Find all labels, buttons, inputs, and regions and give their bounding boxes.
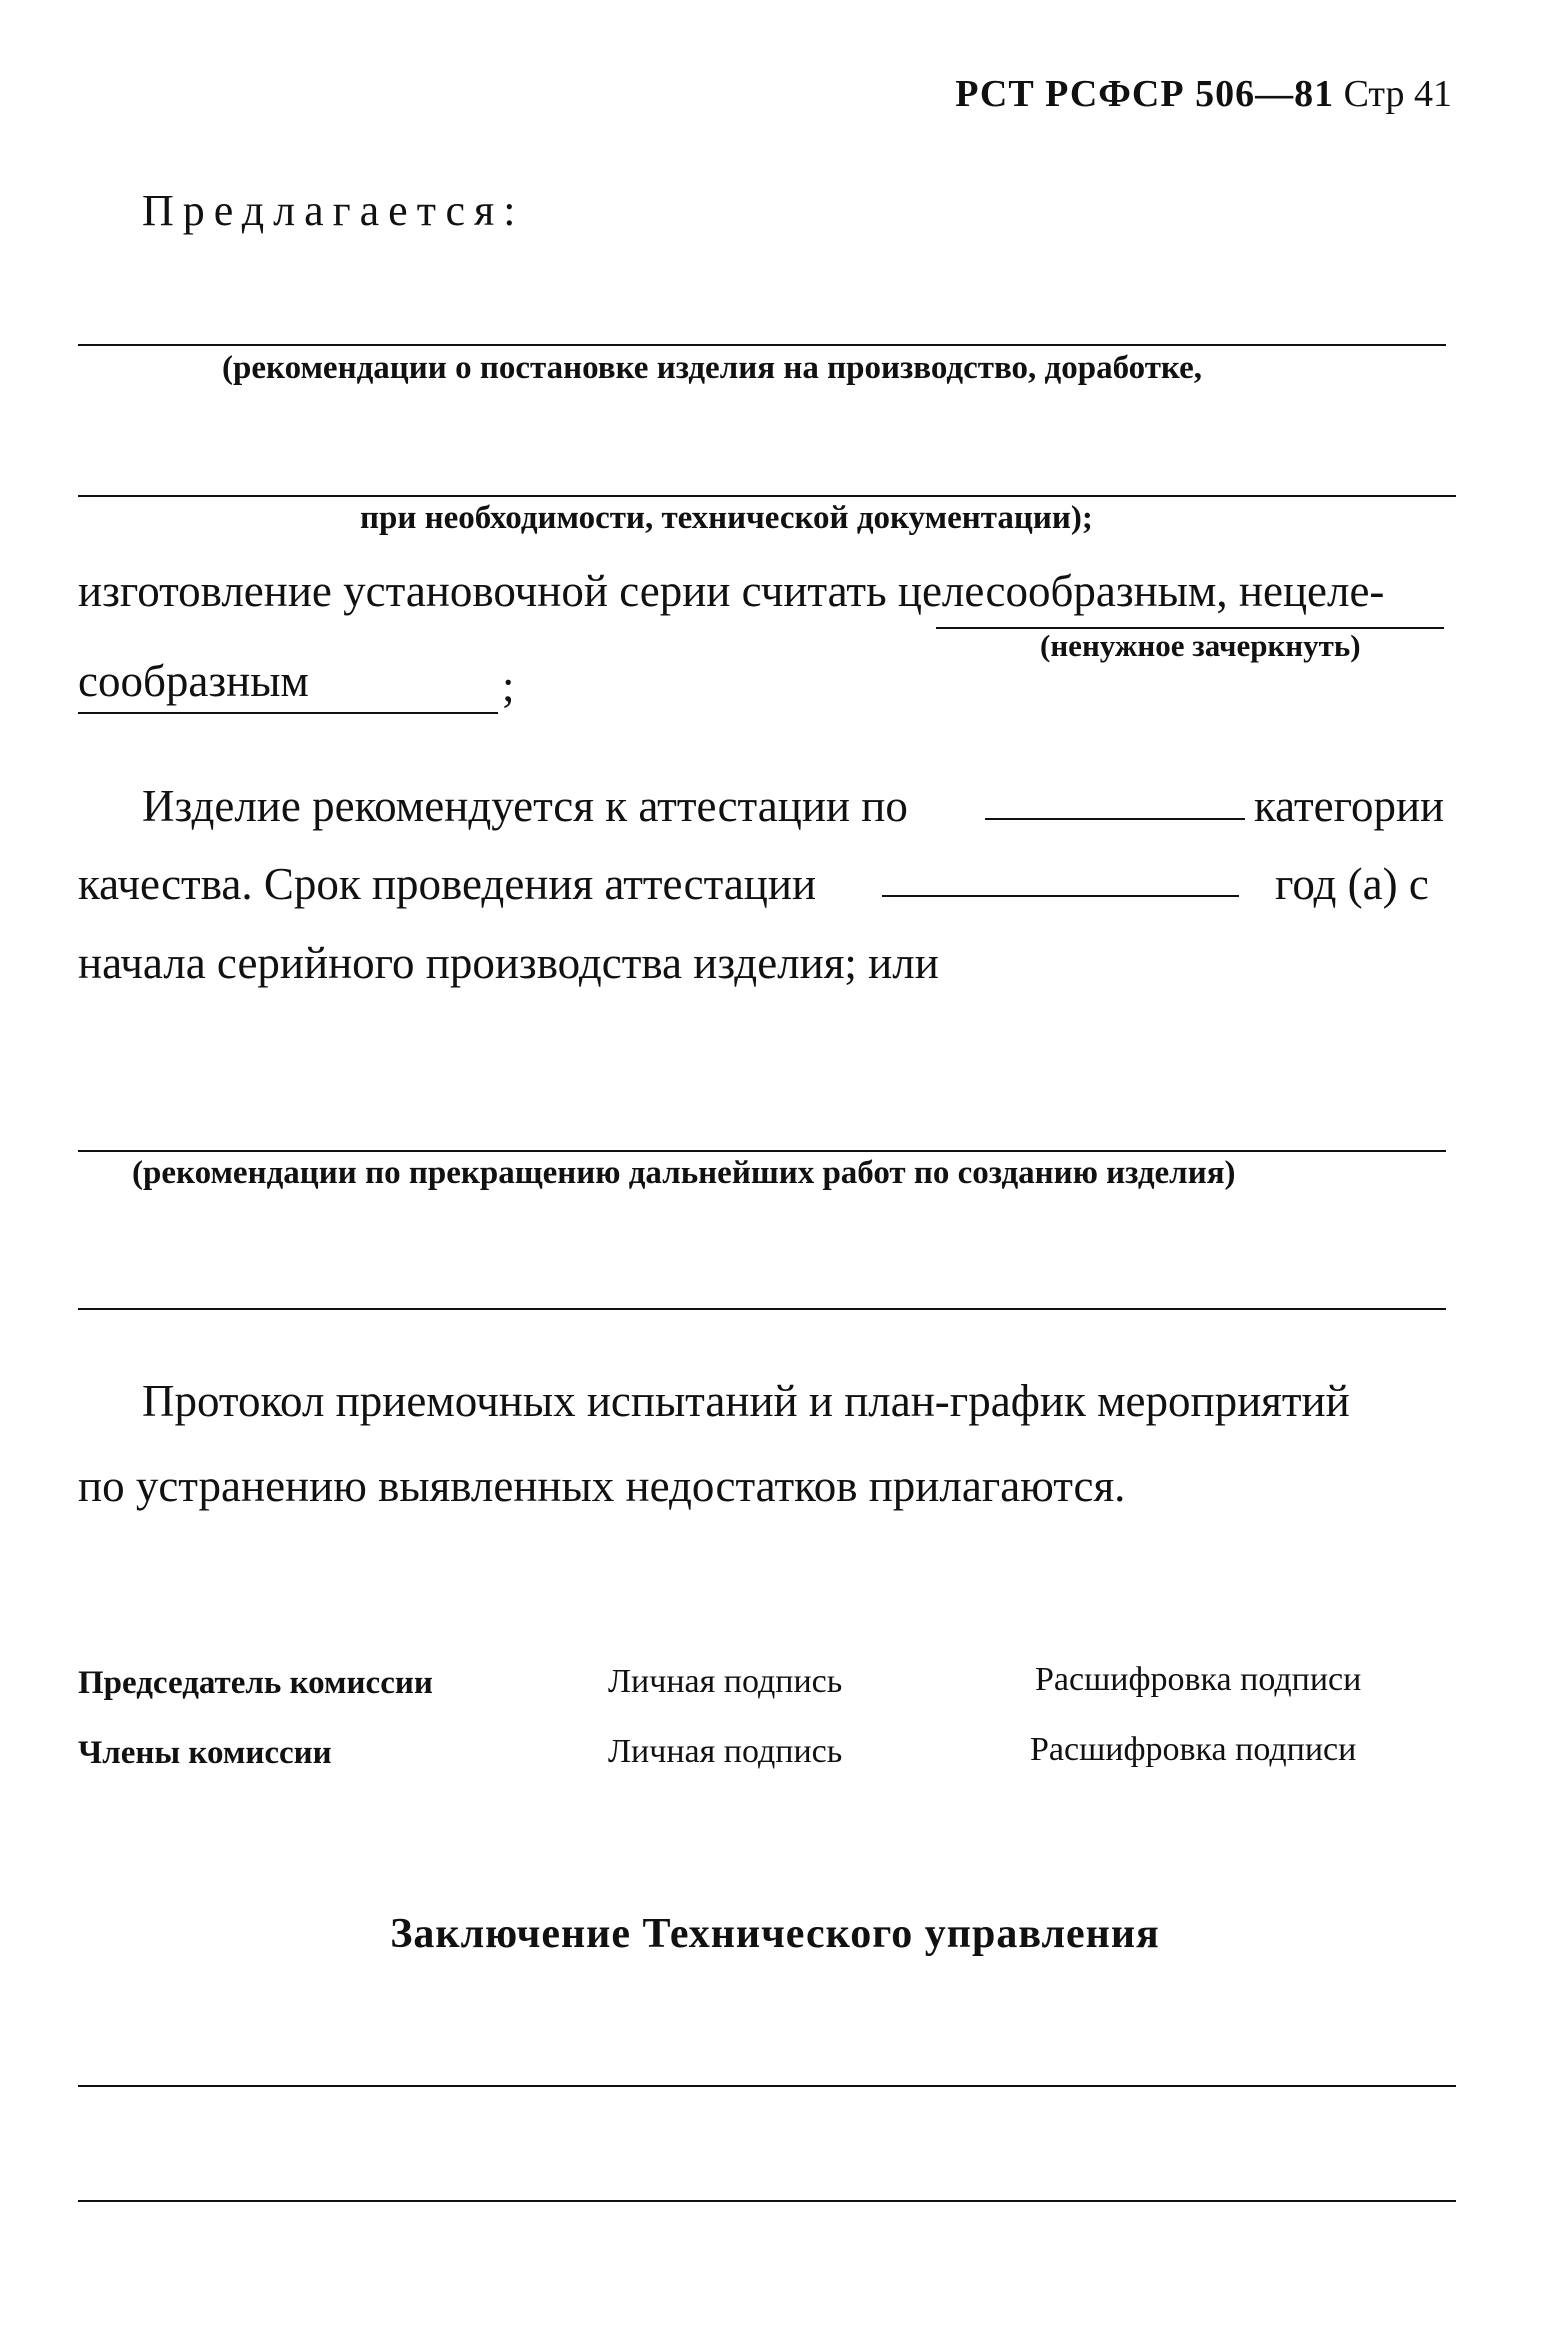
protocol-line-1: Протокол приемочных испытаний и план-график мероприятий xyxy=(142,1376,1350,1426)
standard-code: РСТ РСФСР 506—81 xyxy=(955,73,1335,115)
attestation-line-1-end: категории xyxy=(1254,781,1445,831)
series-prefix: изготовление установочной серии считать xyxy=(78,566,887,616)
fill-line-recommendation[interactable] xyxy=(78,344,1446,346)
attestation-line-3: начала серийного производства изделия; или xyxy=(78,938,939,988)
option-inexpedient-end: сообразным xyxy=(78,656,309,706)
signature-role: Председатель комиссии xyxy=(78,1665,433,1701)
signature-field: Личная подпись xyxy=(608,1663,843,1700)
caption-termination: (рекомендации по прекращению дальнейших работ по созданию изделия) xyxy=(132,1155,1236,1191)
strike-hint: (ненужное зачеркнуть) xyxy=(1040,628,1361,663)
series-sentence xyxy=(78,565,1384,617)
quality-category-field[interactable] xyxy=(985,818,1245,820)
page-number: Стр 41 xyxy=(1343,73,1452,115)
attestation-period-field[interactable] xyxy=(882,895,1239,897)
series-end-mark: ; xyxy=(502,661,515,711)
attestation-line-2-start: качества. Срок проведения аттестации xyxy=(78,859,817,909)
signature-field: Личная подпись xyxy=(608,1733,843,1770)
option-inexpedient-underline xyxy=(78,712,498,714)
conclusion-line-1[interactable] xyxy=(78,2085,1456,2087)
option-inexpedient-start: нецеле- xyxy=(1238,566,1385,616)
option-expedient: целесообразным, xyxy=(897,566,1228,616)
signature-decode-field: Расшифровка подписи xyxy=(1030,1731,1357,1768)
attestation-line-1-start: Изделие рекомендуется к аттестации по xyxy=(142,781,908,831)
fill-line-documentation[interactable] xyxy=(78,495,1456,497)
page-header xyxy=(955,72,1452,116)
fill-line-termination[interactable] xyxy=(78,1150,1446,1152)
conclusion-line-2[interactable] xyxy=(78,2200,1456,2202)
fill-line-extra[interactable] xyxy=(78,1308,1446,1310)
protocol-line-2: по устранению выявленных недостатков прилагаются. xyxy=(78,1461,1126,1511)
caption-documentation: при необходимости, технической документации); xyxy=(360,500,1093,536)
caption-recommendation: (рекомендации о постановке изделия на производство, доработке, xyxy=(222,350,1203,386)
signature-role: Члены комиссии xyxy=(78,1735,332,1771)
attestation-line-2-end: год (а) с xyxy=(1275,859,1429,909)
conclusion-title: Заключение Технического управления xyxy=(390,1911,1160,1957)
signature-decode-field: Расшифровка подписи xyxy=(1035,1661,1362,1698)
proposal-label: Предлагается: xyxy=(142,186,525,235)
